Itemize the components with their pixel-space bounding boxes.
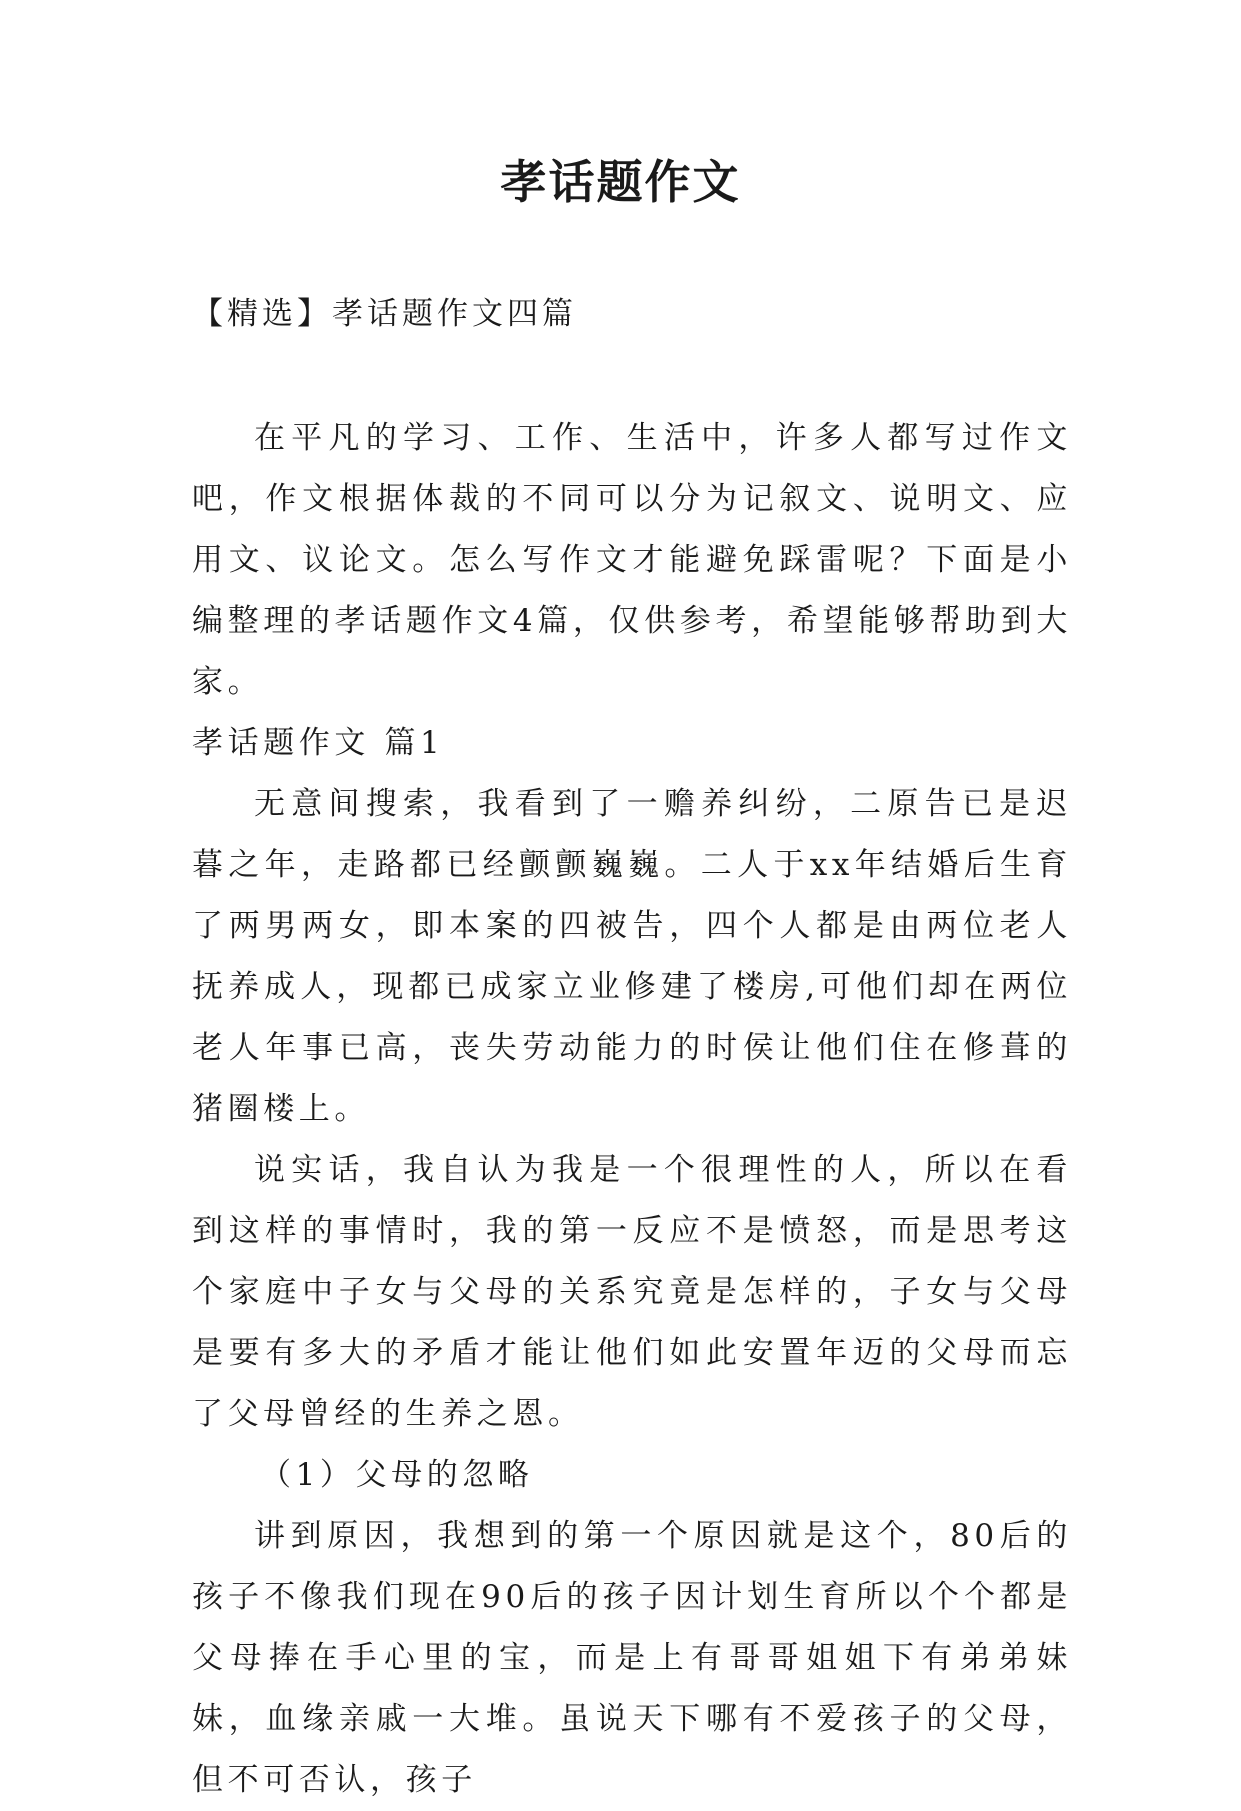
body-paragraph: 讲到原因，我想到的第一个原因就是这个，80后的孩子不像我们现在90后的孩子因计划生育所以个个都是父母捧在手心里的宝，而是上有哥哥姐姐下有弟弟妹妹，血缘亲戚一大堆。虽说天下哪有不爱孩子的父母，但不可否认，孩子	[192, 1518, 1072, 1798]
body-paragraph: 无意间搜索，我看到了一赡养纠纷，二原告已是迟暮之年，走路都已经颤颤巍巍。二人于xx年结婚后生育了两男两女，即本案的四被告，四个人都是由两位老人抚养成人，现都已成家立业修建了楼房,可他们却在两位老人年事已高，丧失劳动能力的时侯让他们住在修葺的猪圈楼上。	[192, 786, 1072, 1127]
body-paragraph: 说实话，我自认为我是一个很理性的人，所以在看到这样的事情时，我的第一反应不是愤怒，而是思考这个家庭中子女与父母的关系究竟是怎样的，子女与父母是要有多大的矛盾才能让他们如此安置年迈的父母而忘了父母曾经的生养之恩。	[192, 1152, 1072, 1432]
document-body	[192, 408, 1072, 1811]
section-heading: 孝话题作文 篇1	[192, 725, 445, 761]
sub-heading: （1）父母的忽略	[260, 1457, 534, 1493]
document-subtitle: 【精选】孝话题作文四篇	[192, 296, 577, 332]
intro-paragraph: 在平凡的学习、工作、生活中，许多人都写过作文吧，作文根据体裁的不同可以分为记叙文、说明文、应用文、议论文。怎么写作文才能避免踩雷呢？下面是小编整理的孝话题作文4篇，仅供参考，希望能够帮助到大家。	[192, 420, 1072, 700]
page-title: 孝话题作文	[500, 155, 741, 209]
